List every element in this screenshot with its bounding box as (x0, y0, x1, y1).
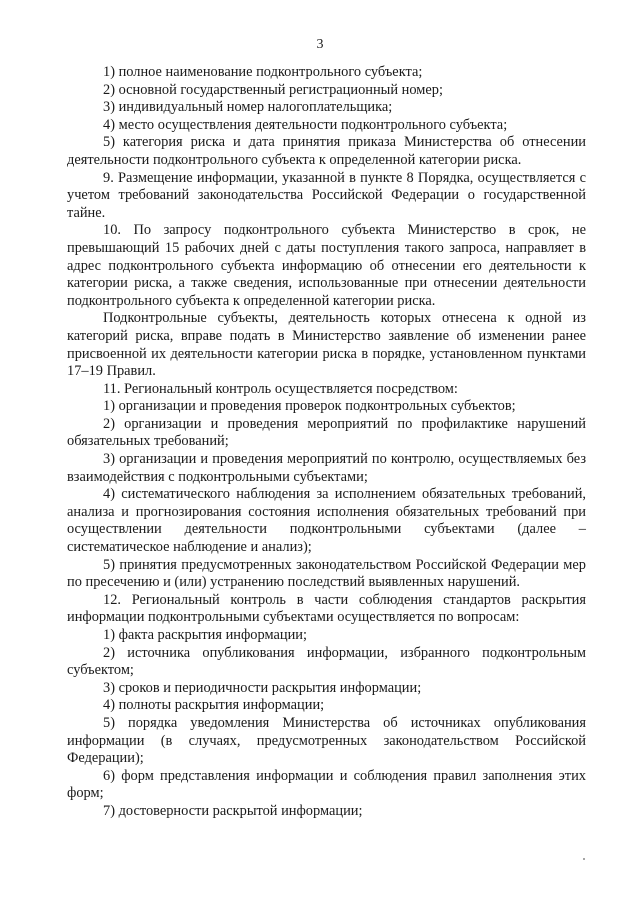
paragraph-22: 7) достоверности раскрытой информации; (103, 802, 363, 819)
paragraph-15: 12. Региональный контроль в части соблюдения стандартов раскрытия информации подконтрольными субъектами осуществляется по вопросам: (67, 591, 586, 626)
page-number: 3 (316, 37, 324, 52)
paragraph-1: 1) полное наименование подконтрольного субъекта; (103, 64, 423, 80)
paragraph-9: 11. Региональный контроль осуществляется посредством: (103, 380, 458, 397)
paragraph-20: 5) порядка уведомления Министерства об источниках опубликования информации (в случаях, предусмотренных законодательством Российской Федерации); (67, 714, 586, 767)
paragraph-4: 4) место осуществления деятельности подконтрольного субъекта; (103, 116, 508, 133)
paragraph-12: 3) организации и проведения мероприятий по контролю, осуществляемых без взаимодействия с подконтрольными субъектами; (67, 451, 586, 485)
paragraph-14: 5) принятия предусмотренных законодательством Российской Федерации мер по пресечению и (или) устранению последствий выявленных нарушений. (67, 556, 586, 591)
paragraph-11: 2) организации и проведения мероприятий по профилактике нарушений обязательных требований; (67, 415, 586, 450)
paragraph-16: 1) факта раскрытия информации; (103, 627, 307, 643)
scan-speck (583, 858, 585, 860)
paragraph-10: 1) организации и проведения проверок подконтрольных субъектов; (103, 398, 516, 415)
paragraph-19: 4) полноты раскрытия информации; (103, 697, 325, 714)
document-body (67, 64, 586, 821)
paragraph-17: 2) источника опубликования информации, избранного подконтрольным субъектом; (67, 644, 586, 679)
paragraph-21: 6) форм представления информации и соблюдения правил заполнения этих форм; (67, 767, 586, 802)
paragraph-7: 10. По запросу подконтрольного субъекта Министерство в срок, не превышающий 15 рабочих дней с даты поступления такого запроса, направляет в адрес подконтрольного субъекта информацию об отнесении его деятельности к категории риска, а также сведения, использованные при отнесении деятельности подконтрольного субъекта к определенной категории риска. (67, 222, 586, 309)
paragraph-6: 9. Размещение информации, указанной в пункте 8 Порядка, осуществляется с учетом требований законодательства Российской Федерации о государственной тайне. (67, 169, 586, 221)
paragraph-3: 3) индивидуальный номер налогоплательщика; (103, 99, 393, 116)
paragraph-18: 3) сроков и периодичности раскрытия информации; (103, 679, 422, 696)
paragraph-8: Подконтрольные субъекты, деятельность которых отнесена к одной из категорий риска, вправе подать в Министерство заявление об изменении ранее присвоенной их деятельности категории риска в порядке, установленном пунктами 17–19 Правил. (67, 310, 586, 380)
paragraph-13: 4) систематического наблюдения за исполнением обязательных требований, анализа и прогнозирования состояния исполнения обязательных требований при осуществлении деятельности подконтрольными субъектами (далее – систематическое наблюдение и анализ); (67, 486, 586, 556)
paragraph-2: 2) основной государственный регистрационный номер; (103, 81, 443, 98)
paragraph-5: 5) категория риска и дата принятия приказа Министерства об отнесении деятельности подконтрольного субъекта к определенной категории риска. (67, 134, 586, 168)
